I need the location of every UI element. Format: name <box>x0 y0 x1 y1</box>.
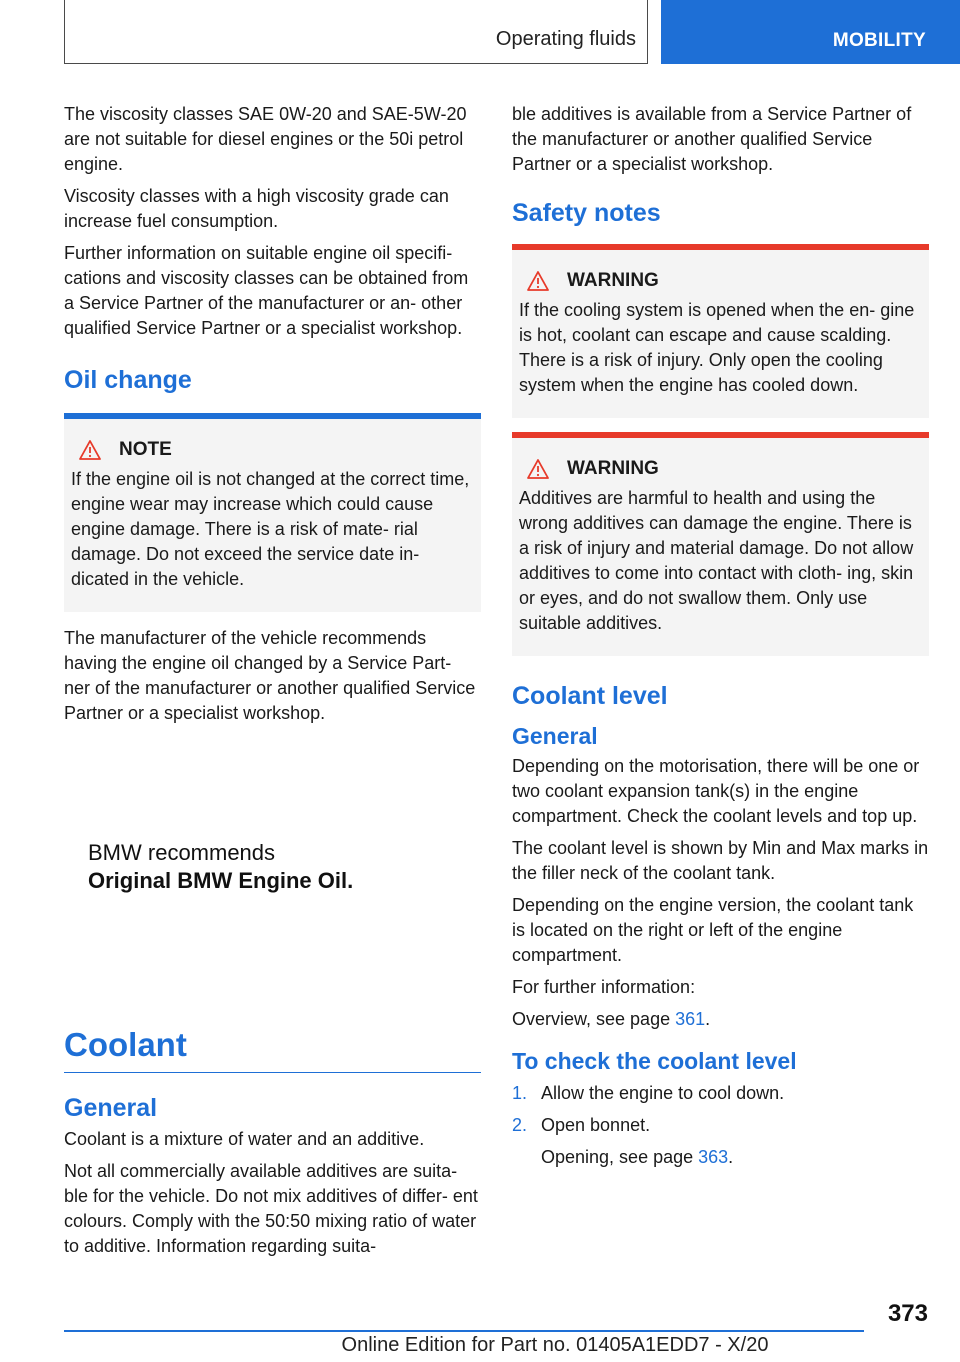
warning-triangle-icon <box>527 459 549 479</box>
left-column <box>64 102 481 733</box>
bmw-engine-oil-text: Original BMW Engine Oil. <box>88 868 354 893</box>
warning-triangle-icon <box>79 440 101 460</box>
period: . <box>728 1147 734 1167</box>
warning-triangle-icon <box>527 271 549 291</box>
paragraph: ble additives is available from a Service Partner of the manufacturer or another qualified Service Partner or a specialist workshop. <box>512 104 912 174</box>
step-number: 1. <box>512 1083 528 1103</box>
note-header <box>71 439 471 461</box>
edition-text: Online Edition for Part no. 01405A1EDD7 - X/20 <box>341 1334 769 1356</box>
check-coolant-heading: To check the coolant level <box>512 1048 797 1074</box>
coolant-heading: Coolant <box>64 1026 187 1063</box>
right-column <box>512 102 929 1177</box>
warning-text: If the cooling system is opened when the en- gine is hot, coolant can escape and cause scalding. There is a risk of injury. Only open the cooling system when the engine has cooled down. <box>519 300 915 395</box>
step-text: Allow the engine to cool down. <box>541 1083 785 1103</box>
coolant-chapter-heading-wrap <box>64 1026 481 1073</box>
warning-header <box>519 458 919 480</box>
paragraph: The viscosity classes SAE 0W-20 and SAE-5W-20 are not suitable for diesel engines or the 50i petrol engine. <box>64 104 467 174</box>
list-item <box>512 1113 929 1138</box>
chapter-tab[interactable] <box>661 0 960 64</box>
paragraph: For further information: <box>512 977 696 997</box>
opening-page-link[interactable]: 363 <box>698 1147 729 1167</box>
step-number: 2. <box>512 1115 528 1135</box>
opening-prefix: Opening, see page <box>541 1147 699 1167</box>
step-text: Open bonnet. <box>541 1115 651 1135</box>
paragraph: Not all commercially available additives are suita- ble for the vehicle. Do not mix additives of differ- ent colours. Comply with the 50:50 mixing ratio of water to additive. Information regarding suita- <box>64 1161 478 1256</box>
overview-page-link[interactable]: 361 <box>675 1009 706 1029</box>
paragraph: Depending on the engine version, the coolant tank is located on the right or left of the engine compartment. <box>512 895 914 965</box>
warning-text: Additives are harmful to health and using the wrong additives can damage the engine. There is a risk of injury and material damage. Do not allow additives to come into contact with cloth- ing, skin or eyes, and do not swallow them. Only use suitable additives. <box>519 488 914 633</box>
paragraph: Depending on the motorisation, there will be one or two coolant expansion tank(s) in the engine compartment. Check the coolant levels and top up. <box>512 756 920 826</box>
general-heading: General <box>512 723 598 749</box>
bmw-recommends-text: BMW recommends <box>88 840 276 865</box>
chapter-label: MOBILITY <box>832 30 926 51</box>
opening-reference <box>512 1145 929 1170</box>
warning-label: WARNING <box>567 458 659 479</box>
overview-reference <box>512 1007 929 1032</box>
warning-box <box>512 432 929 656</box>
coolant-level-heading: Coolant level <box>512 682 668 710</box>
bmw-recommends-box <box>64 780 481 980</box>
steps-list <box>512 1081 929 1138</box>
warning-label: WARNING <box>567 270 659 291</box>
footer-divider <box>64 1330 864 1332</box>
paragraph: Further information on suitable engine oil specifi- cations and viscosity classes can be obtained from a Service Partner of the manufacturer or an- other qualified Service Partner or a specialist workshop. <box>64 243 469 338</box>
paragraph: The coolant level is shown by Min and Max marks in the filler neck of the coolant tank. <box>512 838 929 883</box>
paragraph: Viscosity classes with a high viscosity grade can increase fuel consumption. <box>64 186 449 231</box>
overview-prefix: Overview, see page <box>512 1009 676 1029</box>
note-label: NOTE <box>119 439 172 460</box>
left-column-bottom <box>64 1094 481 1266</box>
period: . <box>705 1009 711 1029</box>
paragraph: The manufacturer of the vehicle recommends having the engine oil changed by a Service Part- ner of the manufacturer or another qualified Service Partner or a specialist workshop. <box>64 628 476 723</box>
general-heading: General <box>64 1094 158 1122</box>
oil-change-heading: Oil change <box>64 366 192 394</box>
note-text: If the engine oil is not changed at the correct time, engine wear may increase which could cause engine damage. There is a risk of mate- rial damage. Do not exceed the service date in- dicated in the vehicle. <box>71 469 470 589</box>
section-title: Operating fluids <box>495 28 636 50</box>
page-number: 373 <box>887 1300 928 1327</box>
safety-notes-heading: Safety notes <box>512 199 661 227</box>
list-item <box>512 1081 929 1106</box>
note-box <box>64 413 481 612</box>
paragraph: Coolant is a mixture of water and an additive. <box>64 1129 425 1149</box>
warning-header <box>519 270 919 292</box>
warning-box <box>512 244 929 418</box>
